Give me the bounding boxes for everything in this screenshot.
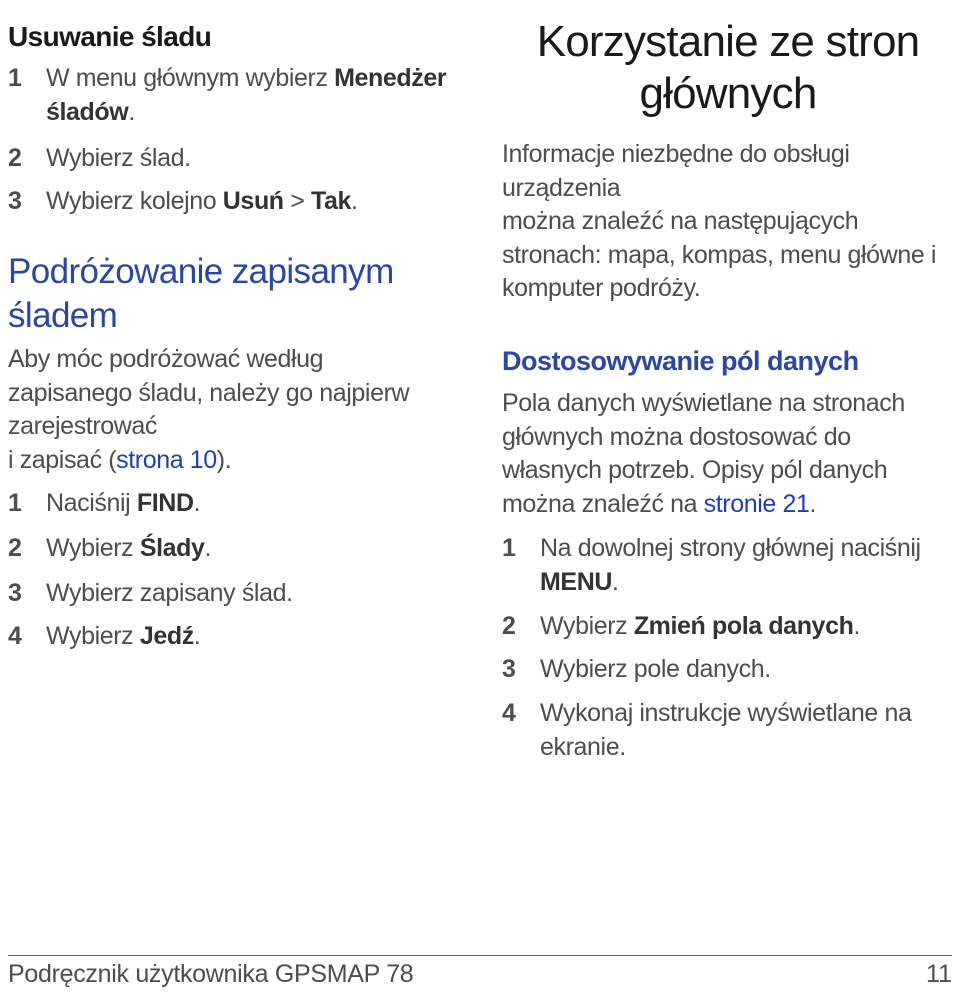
main-heading-line1: Korzystanie ze stron	[536, 17, 920, 66]
step-number: 4	[8, 622, 22, 650]
traveling-step-2: 2 Wybierz Ślady.	[8, 532, 448, 566]
customize-step-2: 2 Wybierz Zmień pola danych.	[502, 610, 954, 644]
menu-label: Jedź	[139, 622, 194, 650]
main-intro: Informacje niezbędne do obsługi urządzenia można znaleźć na następujących stronach: mapa, kompas, menu główne i komputer podróży.	[502, 140, 937, 302]
heading-traveling-line2: śladem	[8, 296, 118, 335]
traveling-intro: Aby móc podróżować według zapisanego śladu, należy go najpierw zarejestrować i zapisać (strona 10).	[8, 345, 410, 474]
removing-step-2: 2 Wybierz ślad.	[8, 142, 448, 176]
customize-step-1: 1 Na dowolnej strony głównej naciśnij MENU.	[502, 534, 921, 596]
heading-traveling-line1: Podróżowanie zapisanym	[8, 252, 394, 291]
menu-label: Usuń	[222, 187, 284, 215]
menu-label: Ślady	[139, 534, 205, 562]
key-label: FIND	[136, 489, 194, 517]
customize-step-4: 4 Wykonaj instrukcje wyświetlane na ekranie.	[502, 699, 912, 761]
step-number: 2	[8, 144, 22, 172]
step-number: 1	[502, 534, 516, 562]
step-number: 3	[8, 579, 22, 607]
page-reference-link[interactable]: stronie 21	[703, 489, 810, 518]
step-number: 3	[502, 655, 516, 683]
menu-label: Zmień pola danych	[633, 612, 854, 640]
footer-divider	[8, 955, 952, 956]
heading-customize-data-fields: Dostosowywanie pól danych	[502, 346, 859, 376]
removing-step-1: 1 W menu głównym wybierz Menedżer śladów.	[8, 64, 447, 126]
footer-manual-title: Podręcznik użytkownika GPSMAP 78	[8, 960, 414, 988]
menu-label: Tak	[310, 187, 352, 215]
customize-intro: Pola danych wyświetlane na stronach głównych można dostosować do własnych potrzeb. Opisy pól danych można znaleźć na stronie 21.	[502, 389, 905, 518]
step-number: 3	[8, 187, 22, 215]
main-heading-line2: głównych	[639, 69, 817, 118]
heading-removing-track: Usuwanie śladu	[8, 21, 212, 52]
step-number: 1	[8, 64, 22, 92]
footer-page-number: 11	[926, 960, 952, 988]
step-number: 2	[8, 534, 22, 562]
step-number: 1	[8, 489, 22, 517]
step-number: 2	[502, 612, 516, 640]
customize-step-3: 3 Wybierz pole danych.	[502, 653, 954, 687]
traveling-step-4: 4 Wybierz Jedź.	[8, 620, 448, 654]
traveling-step-1: 1 Naciśnij FIND.	[8, 487, 448, 521]
page-reference-link[interactable]: strona 10	[116, 445, 217, 474]
key-label: MENU	[540, 567, 613, 596]
removing-step-3: 3 Wybierz kolejno Usuń > Tak.	[8, 185, 448, 219]
traveling-step-3: 3 Wybierz zapisany ślad.	[8, 577, 448, 611]
step-number: 4	[502, 699, 516, 727]
menu-label: Menedżer śladów	[46, 64, 447, 126]
